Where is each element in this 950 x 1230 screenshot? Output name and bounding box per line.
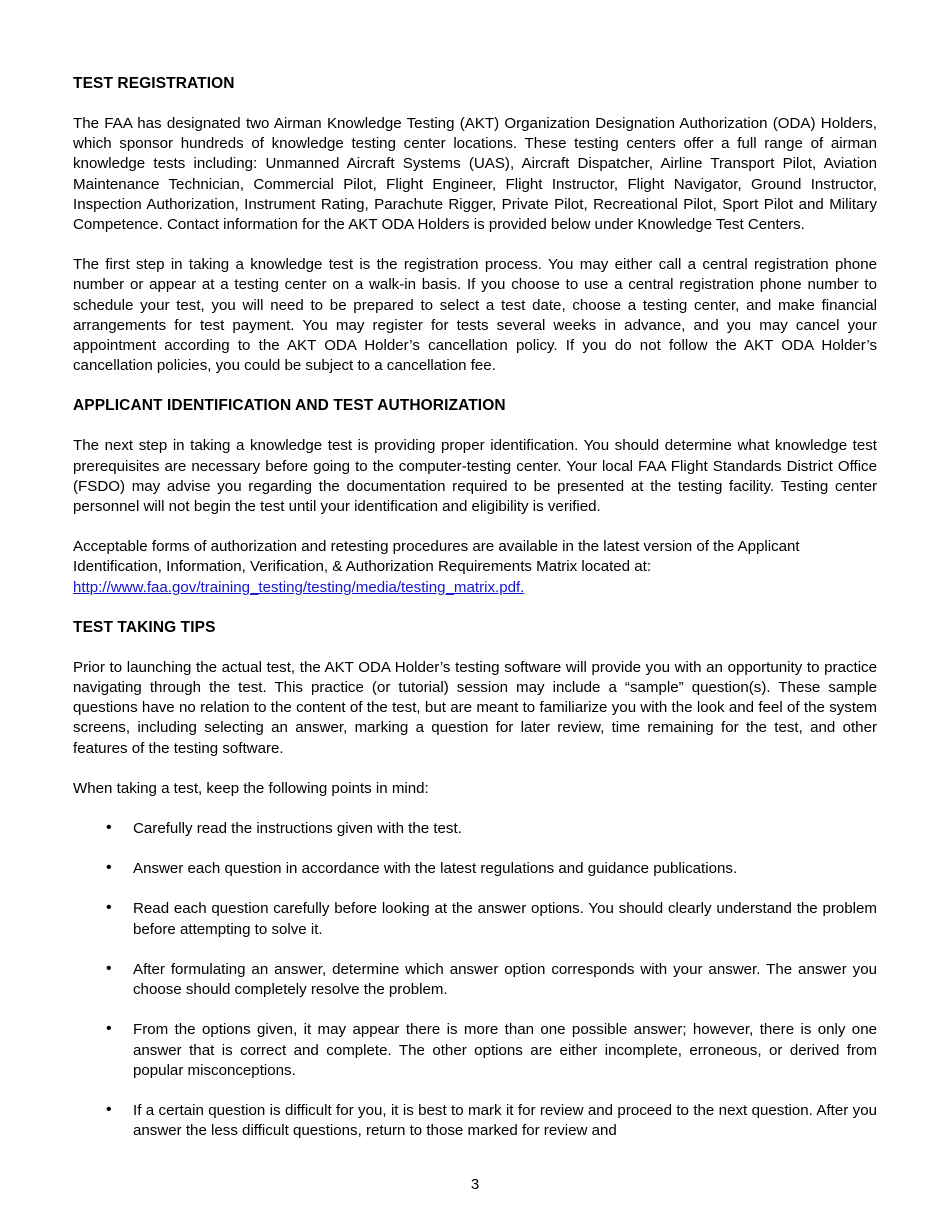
spacer bbox=[73, 376, 877, 396]
bullet-icon: • bbox=[106, 899, 112, 917]
paragraph-practice-session: Prior to launching the actual test, the AKT ODA Holder’s testing software will provide you with an opportunity to practice navigating through the test. This practice (or tutorial) session may include a “sample” question(s). These sample questions have no relation to the content of the test, but are meant to familiarize you with the look and feel of the system screens, including selecting an answer, marking a question for later review, time remaining for the test, and other features of the testing software. bbox=[73, 658, 877, 757]
testing-matrix-link[interactable]: http://www.faa.gov/training_testing/testing/media/testing_matrix.pdf. bbox=[73, 578, 525, 596]
paragraph-akt-oda-holders: The FAA has designated two Airman Knowledge Testing (AKT) Organization Designation Authorization (ODA) Holders, which sponsor hundreds of knowledge testing center locations. These testing centers offer a full range of airman knowledge tests including: Unmanned Aircraft Systems (UAS), Aircraft Dispatcher, Airline Transport Pilot, Aviation Maintenance Technician, Commercial Pilot, Flight Engineer, Flight Instructor, Flight Navigator, Ground Instructor, Inspection Authorization, Instrument Rating, Parachute Rigger, Private Pilot, Recreational Pilot, Sport Pilot and Military Competence. Contact information for the AKT ODA Holders is provided below under Knowledge Test Centers. bbox=[73, 115, 877, 234]
paragraph-registration-process: The first step in taking a knowledge test is the registration process. You may either call a central registration phone number or appear at a testing center on a walk-in basis. If you choose to use a central registration phone number to schedule your test, you will need to be prepared to select a test date, choose a testing center, and make financial arrangements for test payment. You may register for tests several weeks in advance, and you may cancel your appointment according to the AKT ODA Holder’s cancellation policy. If you do not follow the AKT ODA Holder’s cancellation policies, you could be subject to a cancellation fee. bbox=[73, 256, 877, 375]
bullet-icon: • bbox=[106, 959, 112, 977]
spacer bbox=[73, 235, 877, 255]
spacer bbox=[73, 759, 877, 779]
list-item bbox=[73, 899, 877, 939]
spacer bbox=[73, 416, 877, 436]
paragraph-acceptable-forms bbox=[73, 537, 877, 598]
list-item-text: After formulating an answer, determine which answer option corresponds with your answer. The answer you choose should completely resolve the problem. bbox=[133, 960, 877, 999]
list-item-text: If a certain question is difficult for you, it is best to mark it for review and proceed to the next question. After you answer the less difficult questions, return to those marked for review and bbox=[133, 1101, 877, 1140]
section-heading-test-taking-tips: TEST TAKING TIPS bbox=[73, 618, 216, 636]
bullet-icon: • bbox=[106, 1100, 112, 1118]
paragraph-proper-identification: The next step in taking a knowledge test is providing proper identification. You should determine what knowledge test prerequisites are necessary before going to the computer-testing center. Your local FAA Flight Standards District Office (FSDO) may advise you regarding the documentation required to be presented at the testing facility. Testing center personnel will not begin the test until your identification and eligibility is verified. bbox=[73, 437, 877, 516]
list-item-text: Answer each question in accordance with the latest regulations and guidance publications. bbox=[133, 860, 738, 878]
spacer bbox=[73, 598, 877, 618]
list-item bbox=[73, 859, 877, 879]
section-heading-test-registration: TEST REGISTRATION bbox=[73, 75, 235, 92]
section-heading-applicant-identification: APPLICANT IDENTIFICATION AND TEST AUTHORIZATION bbox=[73, 397, 506, 415]
page-number: 3 bbox=[470, 1176, 480, 1193]
spacer bbox=[73, 638, 877, 658]
list-item bbox=[73, 1020, 877, 1081]
paragraph-points-in-mind-intro: When taking a test, keep the following points in mind: bbox=[73, 779, 429, 797]
list-item bbox=[73, 1101, 877, 1141]
page-content bbox=[73, 74, 877, 1141]
spacer bbox=[73, 94, 877, 114]
bullet-icon: • bbox=[106, 819, 112, 837]
test-taking-tips-list bbox=[73, 819, 877, 1141]
spacer bbox=[73, 517, 877, 537]
list-item-text: Carefully read the instructions given with the test. bbox=[133, 820, 462, 838]
bullet-icon: • bbox=[106, 859, 112, 877]
list-item-text: From the options given, it may appear there is more than one possible answer; however, there is only one answer that is correct and complete. The other options are either incomplete, erroneous, or derived from popular misconceptions. bbox=[133, 1021, 877, 1079]
list-item bbox=[73, 960, 877, 1000]
list-item-text: Read each question carefully before looking at the answer options. You should clearly understand the problem before attempting to solve it. bbox=[133, 900, 877, 938]
list-item bbox=[73, 819, 877, 839]
bullet-icon: • bbox=[106, 1020, 112, 1038]
acceptable-forms-text: Acceptable forms of authorization and retesting procedures are available in the latest version of the Applicant Identification, Information, Verification, & Authorization Requirements Matrix located at: bbox=[73, 538, 800, 576]
spacer bbox=[73, 799, 877, 819]
